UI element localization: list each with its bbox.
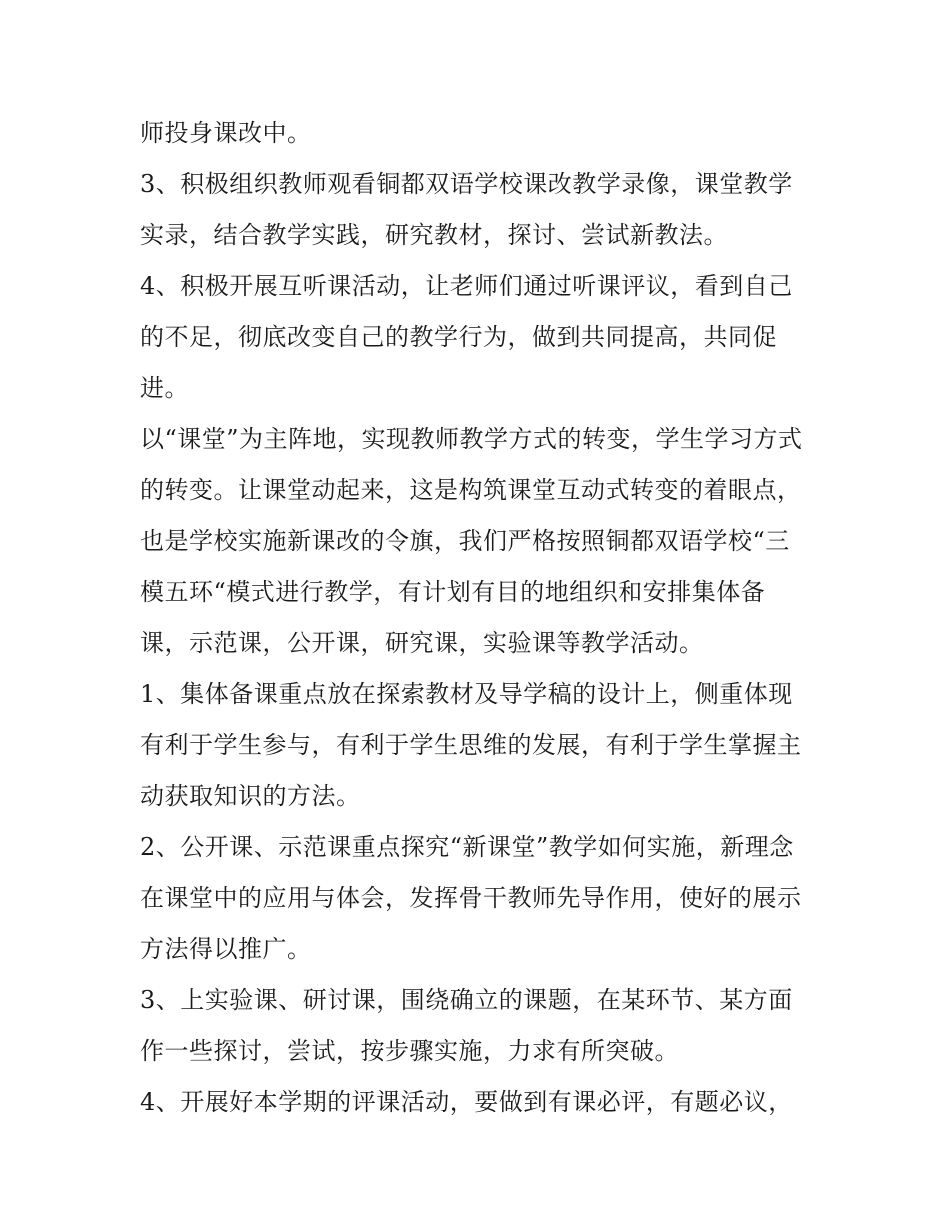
text-line: 4、开展好本学期的评课活动，要做到有课必评，有题必议， <box>140 1088 793 1116</box>
text-line: 模五环“模式进行教学，有计划有目的地组织和安排集体备 <box>140 578 766 606</box>
text-line: 也是学校实施新课改的令旗，我们严格按照铜都双语学校“三 <box>140 527 790 555</box>
text-line: 实录，结合教学实践，研究教材，探讨、尝试新教法。 <box>140 221 728 249</box>
text-line: 3、上实验课、研讨课，围绕确立的课题，在某环节、某方面 <box>140 986 793 1014</box>
text-line: 1、集体备课重点放在探索教材及导学稿的设计上，侧重体现 <box>140 680 793 708</box>
text-line: 4、积极开展互听课活动，让老师们通过听课评议，看到自己 <box>140 272 793 300</box>
text-line: 课，示范课，公开课，研究课，实验课等教学活动。 <box>140 629 704 657</box>
text-line: 以“课堂”为主阵地，实现教师教学方式的转变，学生学习方式 <box>140 425 803 453</box>
text-line: 作一些探讨，尝试，按步骤实施，力求有所突破。 <box>140 1037 679 1065</box>
text-line: 在课堂中的应用与体会，发挥骨干教师先导作用，使好的展示 <box>140 884 802 912</box>
text-line: 的不足，彻底改变自己的教学行为，做到共同提高，共同促 <box>140 323 777 351</box>
document-body <box>140 108 830 1128</box>
text-line: 进。 <box>140 374 189 402</box>
text-line: 2、公开课、示范课重点探究“新课堂”教学如何实施，新理念 <box>140 833 794 861</box>
text-line: 动获取知识的方法。 <box>140 782 361 810</box>
text-line: 有利于学生参与，有利于学生思维的发展，有利于学生掌握主 <box>140 731 802 759</box>
text-line: 的转变。让课堂动起来，这是构筑课堂互动式转变的着眼点， <box>140 476 802 504</box>
text-line: 师投身课改中。 <box>140 119 312 147</box>
text-line: 3、积极组织教师观看铜都双语学校课改教学录像，课堂教学 <box>140 170 793 198</box>
text-line: 方法得以推广。 <box>140 935 312 963</box>
